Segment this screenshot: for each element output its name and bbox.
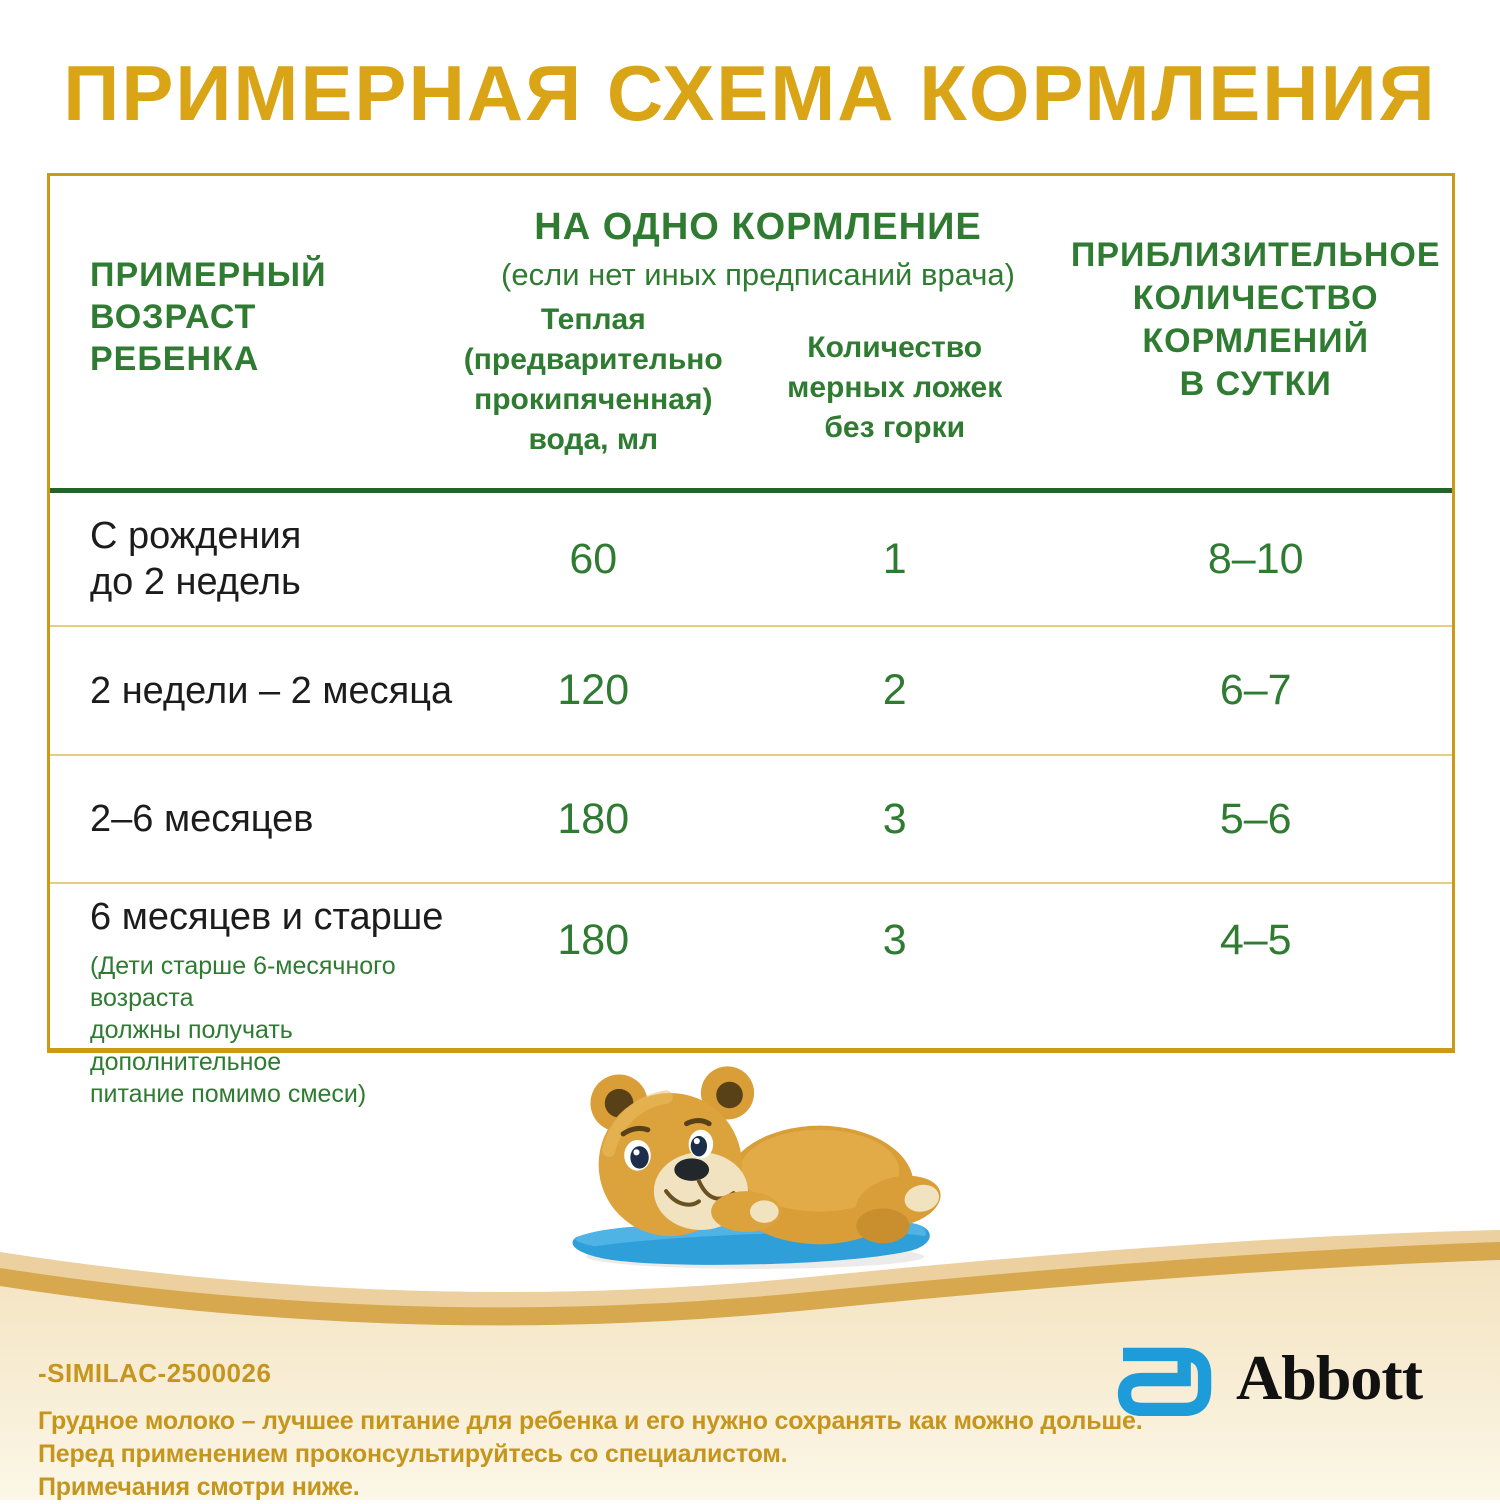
table-row — [50, 625, 1452, 754]
water-header-line: Теплая — [540, 303, 646, 336]
disclaimer-line: Перед применением проконсультируйтесь со специалистом. — [38, 1440, 788, 1468]
footer-text-block — [38, 1358, 1142, 1504]
water-header-line: вода, мл — [528, 423, 659, 456]
water-header-line: прокипяченная) — [474, 383, 713, 416]
column-header-daily-feedings — [1059, 234, 1452, 406]
age-header-line: РЕБЕНКА — [90, 340, 260, 378]
column-header-scoops — [730, 328, 1059, 448]
daily-header-line: В СУТКИ — [1179, 365, 1332, 403]
product-code: -SIMILAC-2500026 — [38, 1358, 272, 1388]
age-line: 6 месяцев и старше — [90, 896, 444, 938]
age-cell — [50, 513, 457, 605]
per-feeding-title: НА ОДНО КОРМЛЕНИЕ — [534, 206, 982, 248]
column-header-water — [457, 300, 730, 460]
column-header-age — [90, 254, 327, 380]
disclaimer-line: Грудное молоко – лучшее питание для ребенка и его нужно сохранять как можно дольше. — [38, 1407, 1143, 1435]
column-group-header-per-feeding — [457, 206, 1060, 293]
water-value: 120 — [557, 666, 630, 714]
daily-feedings-value: 4–5 — [1219, 916, 1292, 964]
scoops-header-line: мерных ложек — [787, 371, 1003, 404]
table-row — [50, 882, 1452, 1108]
age-note-line: (Дети старше 6-месячного возраста — [90, 952, 396, 1012]
abbott-a-icon — [1112, 1336, 1214, 1420]
disclaimer-line: Примечания смотри ниже. — [38, 1473, 360, 1501]
age-note-line: питание помимо смеси) — [90, 1080, 367, 1108]
scoops-value: 2 — [882, 666, 907, 714]
age-header-line: ПРИМЕРНЫЙ — [90, 256, 327, 294]
disclaimer — [38, 1405, 1142, 1504]
scoops-header-line: без горки — [824, 411, 966, 444]
abbott-wordmark: Abbott — [1236, 1342, 1423, 1413]
water-value: 180 — [557, 794, 630, 843]
scoops-value: 3 — [882, 916, 907, 964]
age-cell: 2 недели – 2 месяца — [90, 669, 453, 712]
daily-feedings-value: 6–7 — [1219, 666, 1292, 714]
scoops-value: 1 — [882, 534, 907, 583]
scoops-header-line: Количество — [807, 331, 983, 364]
table-row — [50, 493, 1452, 625]
water-header-line: (предварительно — [463, 343, 723, 376]
daily-feedings-value: 5–6 — [1219, 794, 1292, 843]
age-line: до 2 недель — [90, 561, 301, 603]
abbott-logo — [1112, 1336, 1422, 1420]
scoops-value: 3 — [882, 794, 907, 843]
age-cell: 2–6 месяцев — [90, 798, 314, 840]
daily-feedings-value: 8–10 — [1207, 534, 1304, 583]
daily-header-line: КОРМЛЕНИЙ — [1142, 322, 1370, 360]
age-cell — [50, 884, 457, 1110]
age-note — [90, 950, 457, 1110]
water-value: 180 — [557, 916, 630, 964]
per-feeding-subtitle: (если нет иных предписаний врача) — [501, 257, 1015, 292]
age-line: С рождения — [90, 515, 302, 557]
water-value: 60 — [569, 534, 618, 583]
daily-header-line: ПРИБЛИЗИТЕЛЬНОЕ — [1070, 236, 1441, 274]
page-title: ПРИМЕРНАЯ СХЕМА КОРМЛЕНИЯ — [63, 49, 1437, 137]
table-row — [50, 754, 1452, 882]
age-header-line: ВОЗРАСТ — [90, 298, 257, 336]
feeding-schedule-table — [47, 173, 1455, 1108]
age-note-line: должны получать дополнительное — [90, 1016, 293, 1076]
daily-header-line: КОЛИЧЕСТВО — [1132, 279, 1379, 317]
table-header — [50, 176, 1452, 488]
